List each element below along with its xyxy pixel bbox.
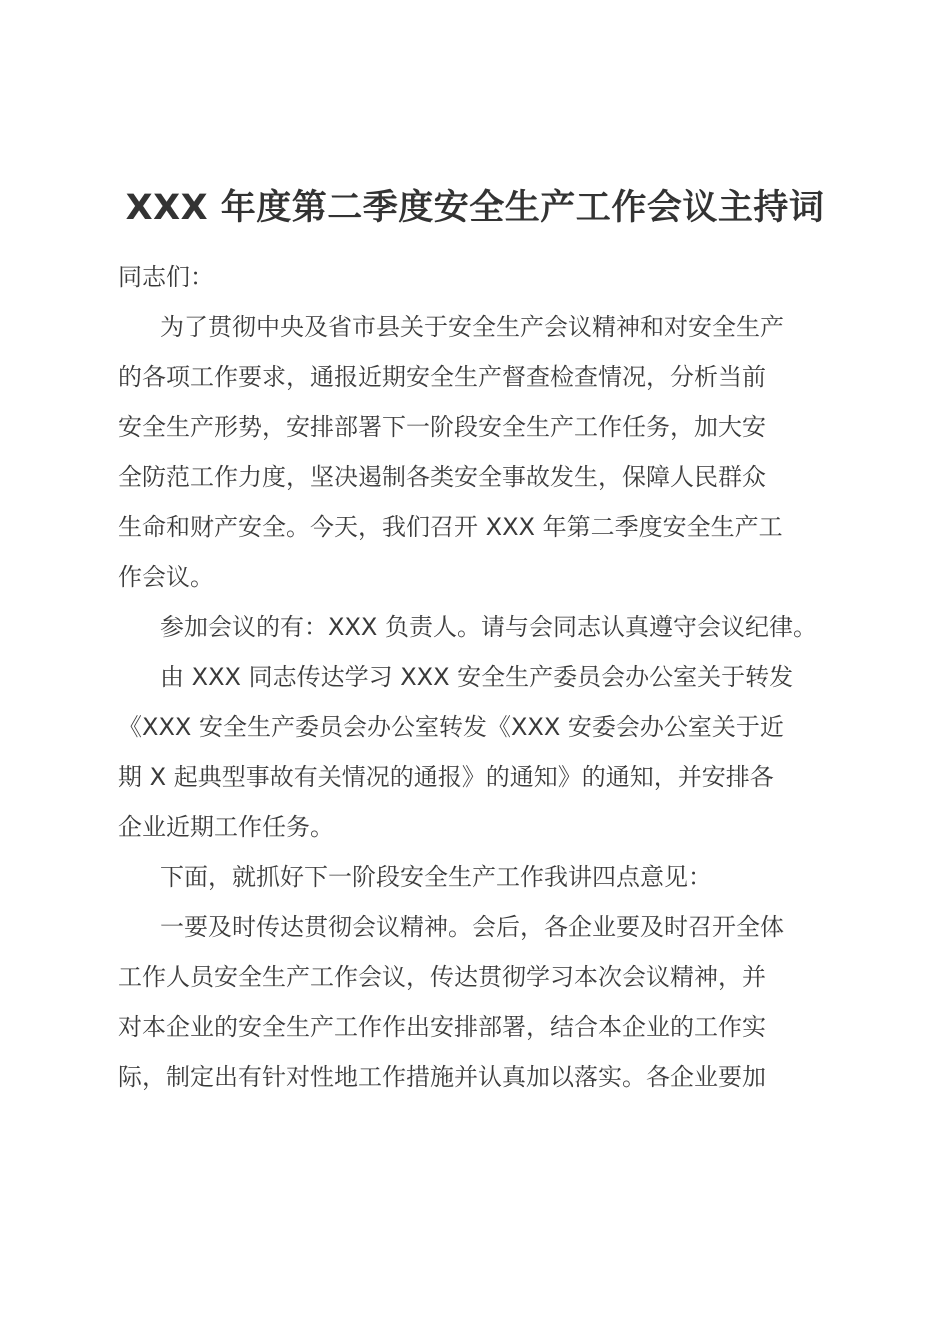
- body-line: 为了贯彻中央及省市县关于安全生产会议精神和对安全生产: [160, 313, 784, 341]
- body-line: 期 X 起典型事故有关情况的通报》的通知》的通知，并安排各: [118, 763, 774, 791]
- body-line: 的各项工作要求，通报近期安全生产督查检查情况，分析当前: [118, 363, 766, 391]
- body-line: 企业近期工作任务。: [118, 813, 334, 841]
- document-body: [118, 252, 842, 1102]
- body-line: 全防范工作力度，坚决遏制各类安全事故发生，保障人民群众: [118, 463, 766, 491]
- document-title: XXX 年度第二季度安全生产工作会议主持词: [125, 188, 825, 228]
- body-line: 作会议。: [118, 563, 214, 591]
- body-line: 一要及时传达贯彻会议精神。会后，各企业要及时召开全体: [160, 913, 784, 941]
- body-line: 际，制定出有针对性地工作措施并认真加以落实。各企业要加: [118, 1063, 766, 1091]
- body-line: 工作人员安全生产工作会议，传达贯彻学习本次会议精神，并: [118, 963, 766, 991]
- body-line: 对本企业的安全生产工作作出安排部署，结合本企业的工作实: [118, 1013, 766, 1041]
- body-line: 生命和财产安全。今天，我们召开 XXX 年第二季度安全生产工: [118, 513, 783, 541]
- body-line: 同志们：: [118, 263, 214, 291]
- body-line: 《XXX 安全生产委员会办公室转发《XXX 安委会办公室关于近: [118, 713, 784, 741]
- body-line: 参加会议的有：XXX 负责人。请与会同志认真遵守会议纪律。: [160, 613, 817, 641]
- body-line: 由 XXX 同志传达学习 XXX 安全生产委员会办公室关于转发: [160, 663, 794, 691]
- body-line: 安全生产形势，安排部署下一阶段安全生产工作任务，加大安: [118, 413, 766, 441]
- body-line: 下面，就抓好下一阶段安全生产工作我讲四点意见：: [160, 863, 712, 891]
